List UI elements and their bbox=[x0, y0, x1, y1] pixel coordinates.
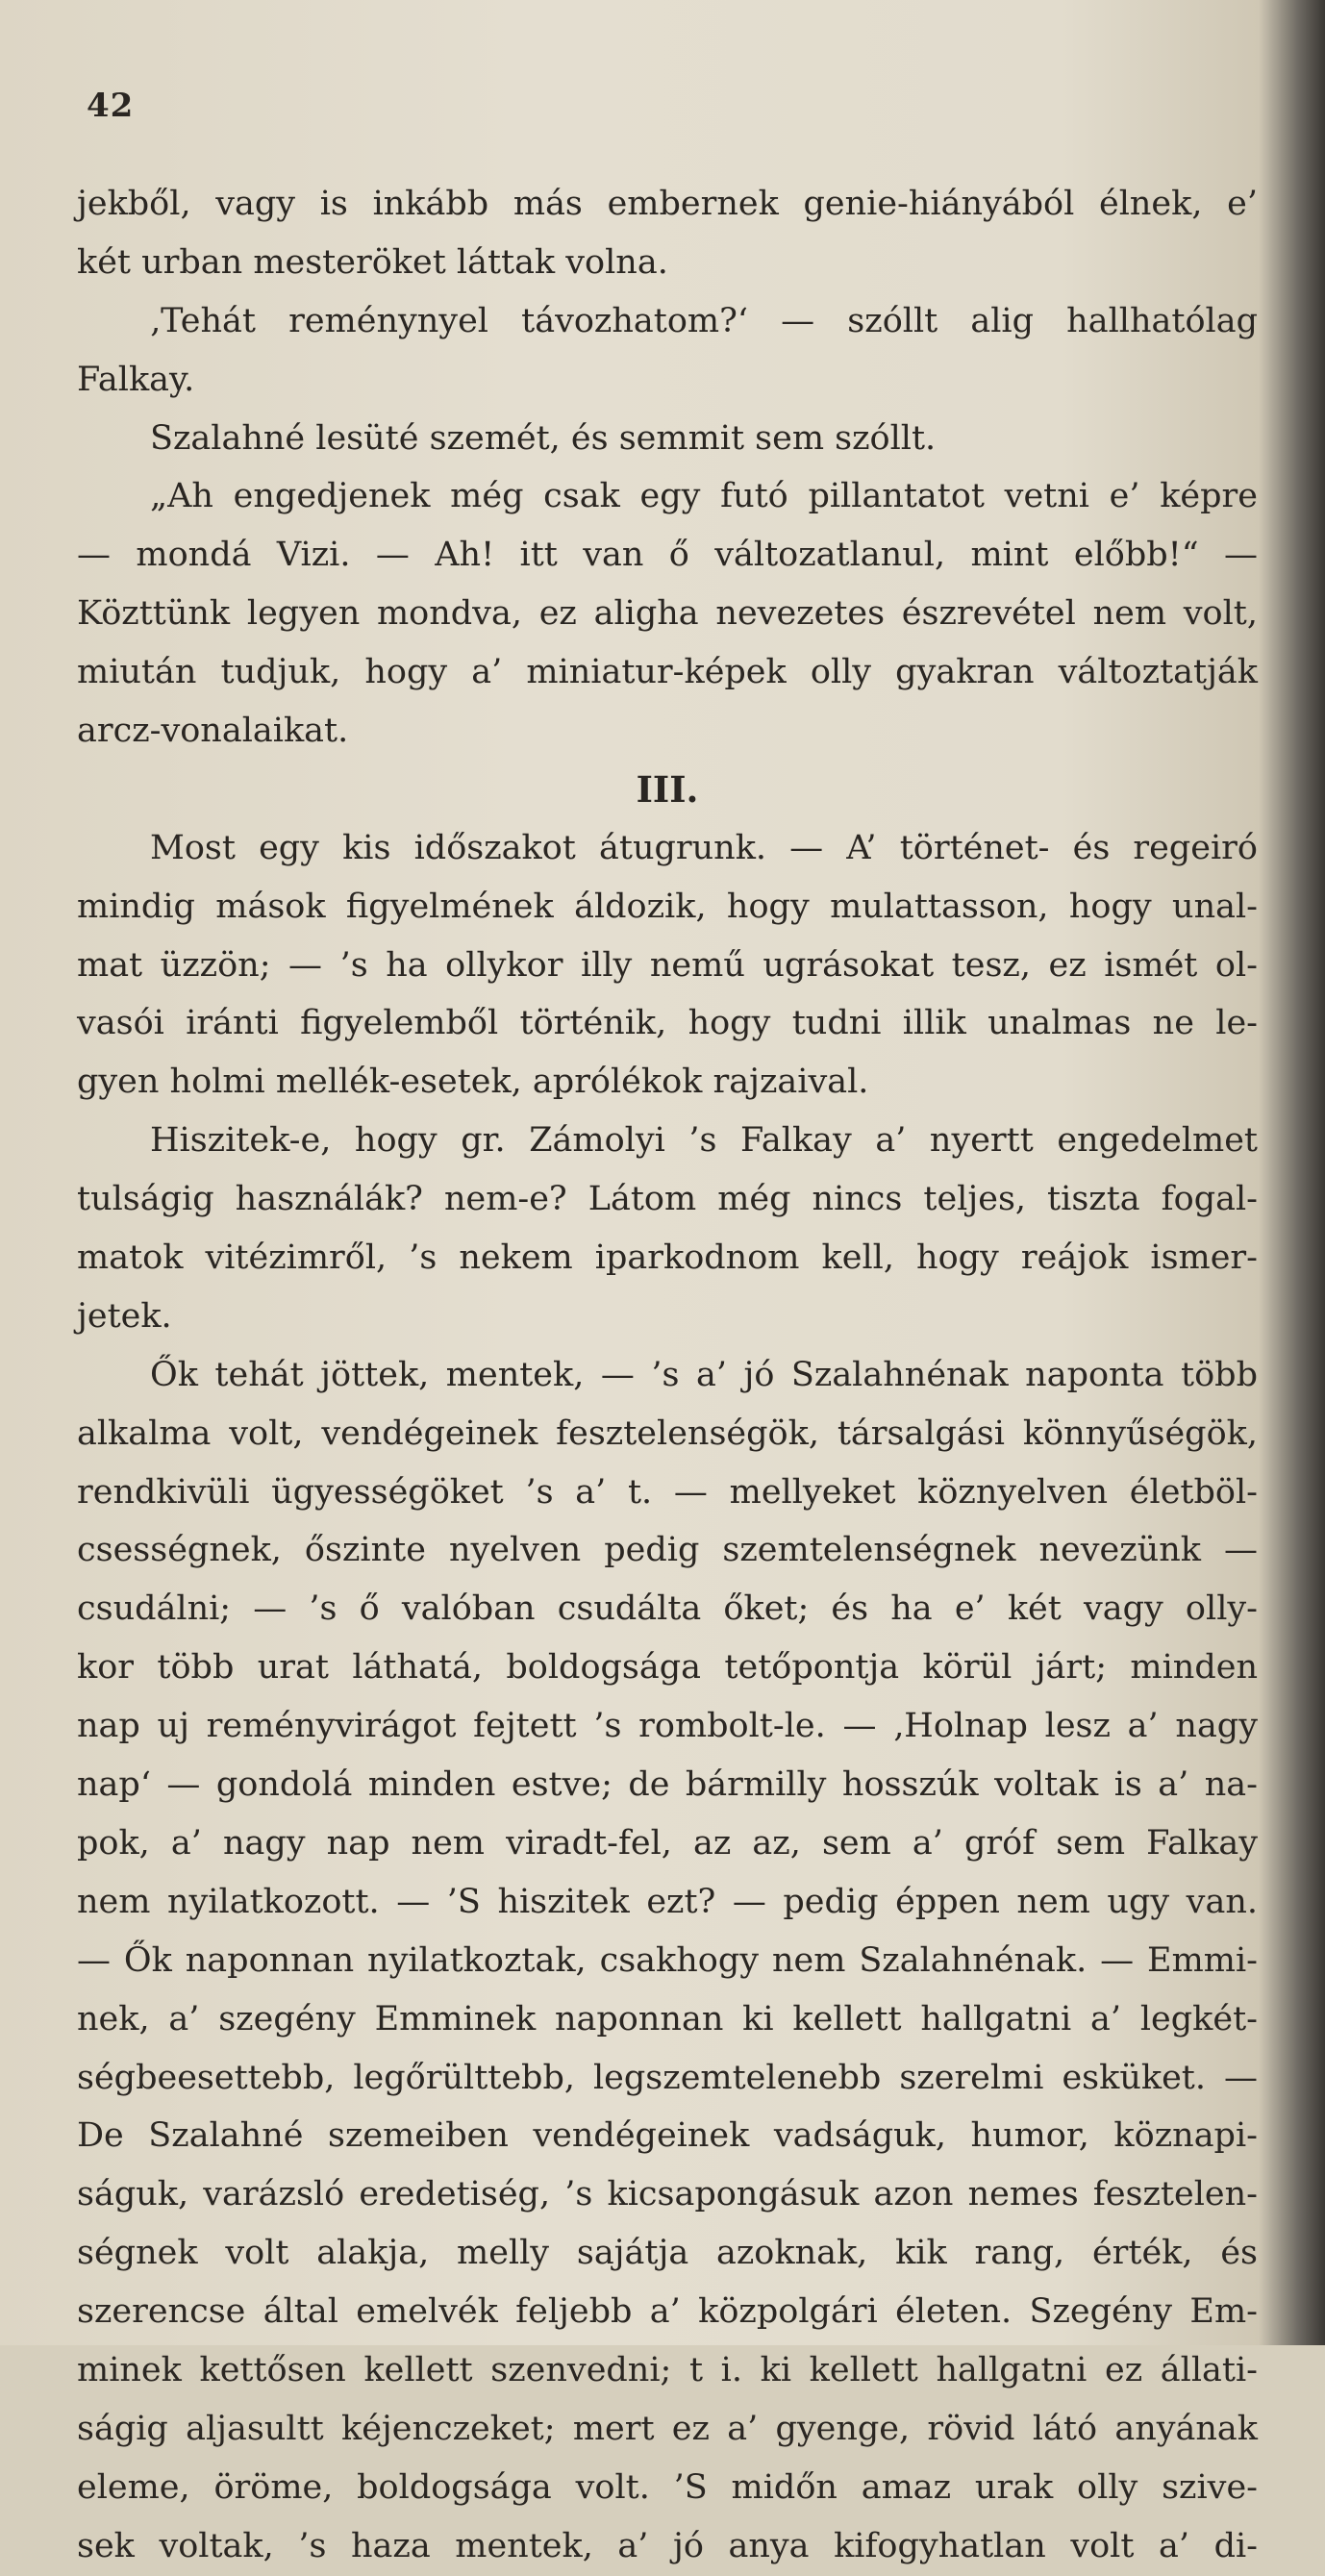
text-line: — Ők naponnan nyilatkoztak, csakhogy nem Szalahnénak. — Emmi- bbox=[77, 1940, 1258, 1980]
text-line: De Szalahné szemeiben vendégeinek vadságuk, humor, köznapi- bbox=[77, 2116, 1258, 2156]
text-line: csességnek, őszinte nyelven pedig szemtelenségnek nevezünk — bbox=[77, 1531, 1258, 1570]
text-line: szerencse által emelvék feljebb a’ közpolgári életen. Szegény Em- bbox=[77, 2292, 1258, 2332]
text-line: Falkay. bbox=[77, 360, 195, 399]
text-line: ságig aljasultt kéjenczeket; mert ez a’ gyenge, rövid látó anyának bbox=[77, 2409, 1258, 2448]
text-line: matok vitézimről, ’s nekem iparkodnom kell, hogy reájok ismer- bbox=[77, 1238, 1258, 1278]
chapter-heading: III. bbox=[636, 767, 699, 811]
text-line: rendkivüli ügyességöket ’s a’ t. — mellyeket köznyelven életböl- bbox=[77, 1472, 1258, 1512]
text-line: nem nyilatkozott. — ’S hiszitek ezt? — pedig éppen nem ugy van. bbox=[77, 1882, 1258, 1921]
text-line: pok, a’ nagy nap nem viradt-fel, az az, sem a’ gróf sem Falkay bbox=[77, 1823, 1258, 1863]
text-line: miután tudjuk, hogy a’ miniatur-képek olly gyakran változtatják bbox=[77, 653, 1258, 692]
text-line: „Ah engedjenek még csak egy futó pillantatot vetni e’ képre bbox=[150, 477, 1258, 516]
text-line: gyen holmi mellék-esetek, aprólékok rajzaival. bbox=[77, 1063, 869, 1102]
text-line: vasói iránti figyelemből történik, hogy tudni illik unalmas ne le- bbox=[77, 1004, 1258, 1043]
text-line: csudálni; — ’s ő valóban csudálta őket; és ha e’ két vagy olly- bbox=[77, 1589, 1258, 1629]
text-line: alkalma volt, vendégeinek fesztelenségök, társalgási könnyűségök, bbox=[77, 1413, 1258, 1453]
text-line: mindig mások figyelmének áldozik, hogy mulattasson, hogy unal- bbox=[77, 887, 1258, 926]
text-line: mat üzzön; — ’s ha ollykor illy nemű ugrásokat tesz, ez ismét ol- bbox=[77, 945, 1258, 985]
text-line: ‚Tehát reménynyel távozhatom?‘ — szóllt alig hallhatólag bbox=[150, 301, 1258, 340]
text-line: ségnek volt alakja, melly sajátja azoknak, kik rang, érték, és bbox=[77, 2234, 1258, 2273]
body-text bbox=[77, 175, 1258, 2576]
text-line: Szalahné lesüté szemét, és semmit sem szóllt. bbox=[150, 418, 937, 458]
text-line: ségbeesettebb, legőrülttebb, legszemtelenebb szerelmi esküket. — bbox=[77, 2058, 1258, 2097]
text-line: nap uj reményvirágot fejtett ’s rombolt-le. — ‚Holnap lesz a’ nagy bbox=[77, 1707, 1258, 1746]
text-line: két urban mesteröket láttak volna. bbox=[77, 242, 668, 282]
text-line: kor több urat láthatá, boldogsága tetőpontja körül járt; minden bbox=[77, 1648, 1258, 1688]
text-line: nek, a’ szegény Emminek naponnan ki kellett hallgatni a’ legkét- bbox=[77, 1999, 1258, 2038]
text-line: sek voltak, ’s haza mentek, a’ jó anya kifogyhatlan volt a’ di- bbox=[77, 2526, 1258, 2565]
text-line: nap‘ — gondolá minden estve; de bármilly hosszúk voltak is a’ na- bbox=[77, 1765, 1258, 1805]
text-line: tulságig használák? nem-e? Látom még nincs teljes, tiszta fogal- bbox=[77, 1180, 1258, 1219]
text-line: minek kettősen kellett szenvedni; t i. ki kellett hallgatni ez állati- bbox=[77, 2350, 1258, 2389]
text-line: Közttünk legyen mondva, ez aligha nevezetes észrevétel nem volt, bbox=[77, 594, 1258, 634]
text-line: arcz-vonalaikat. bbox=[77, 712, 349, 751]
text-line: — mondá Vizi. — Ah! itt van ő változatlanul, mint előbb!“ — bbox=[77, 536, 1258, 575]
text-line: Most egy kis időszakot átugrunk. — A’ történet- és regeiró bbox=[150, 828, 1258, 867]
text-line: eleme, öröme, boldogsága volt. ’S midőn amaz urak olly szive- bbox=[77, 2467, 1258, 2507]
text-line: Ők tehát jöttek, mentek, — ’s a’ jó Szalahnénak naponta több bbox=[150, 1355, 1258, 1394]
text-line: ságuk, varázsló eredetiség, ’s kicsapongásuk azon nemes fesztelen- bbox=[77, 2175, 1258, 2214]
text-line: jekből, vagy is inkább más embernek genie-hiányából élnek, e’ bbox=[77, 185, 1258, 223]
text-line: Hiszitek-e, hogy gr. Zámolyi ’s Falkay a’ nyertt engedelmet bbox=[150, 1121, 1258, 1161]
text-line: jetek. bbox=[77, 1296, 172, 1336]
page-number: 42 bbox=[87, 87, 135, 125]
